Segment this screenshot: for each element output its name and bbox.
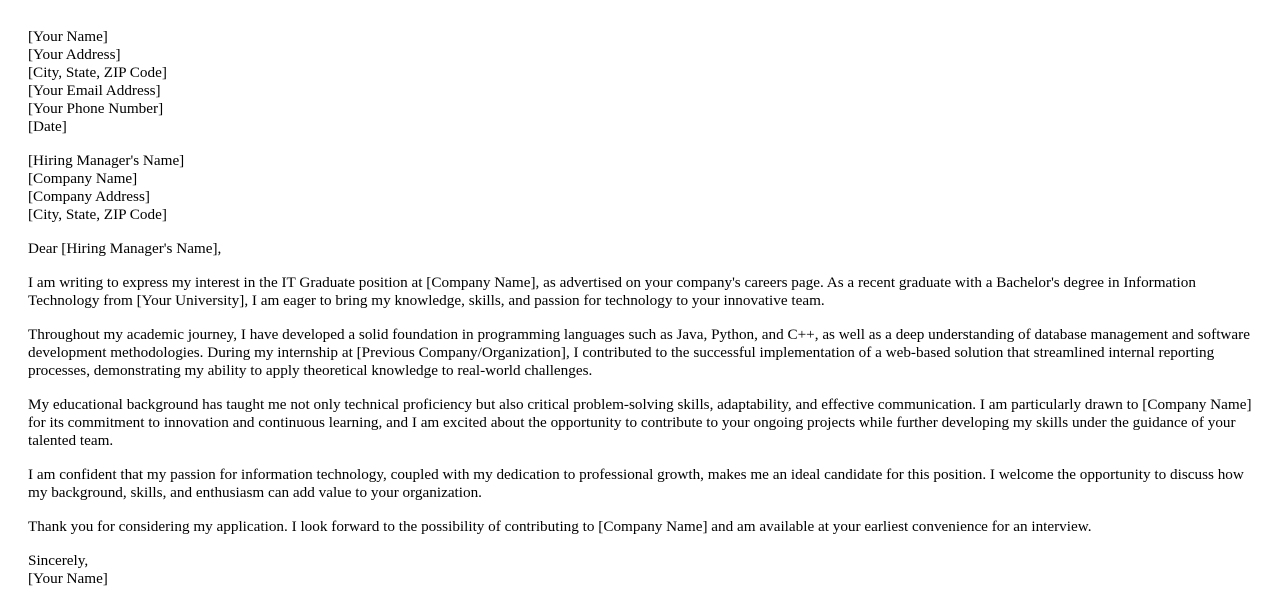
body-paragraph-3: My educational background has taught me not only technical proficiency but also critical problem-solving skills, adaptability, and effective communication. I am particularly drawn to [Company Name] for its commitment to innovation and continuous learning, and I am excited about the opportunity to contribute to your ongoing projects while further developing my skills under the guidance of your talented team. — [28, 396, 1252, 449]
closing-block — [28, 552, 1253, 588]
recipient-name: [Hiring Manager's Name] — [28, 152, 185, 169]
cover-letter — [28, 28, 1253, 588]
signature-name: [Your Name] — [28, 570, 108, 587]
sender-city-state-zip: [City, State, ZIP Code] — [28, 64, 167, 81]
valediction: Sincerely, — [28, 552, 89, 569]
sender-email: [Your Email Address] — [28, 82, 161, 99]
recipient-address: [Company Address] — [28, 188, 150, 205]
sender-block — [28, 28, 1253, 136]
salutation: Dear [Hiring Manager's Name], — [28, 240, 222, 257]
letter-date: [Date] — [28, 118, 67, 135]
body-paragraph-5: Thank you for considering my application. I look forward to the possibility of contributing to [Company Name] and am available at your earliest convenience for an interview. — [28, 518, 1092, 535]
sender-address: [Your Address] — [28, 46, 121, 63]
body-paragraph-1: I am writing to express my interest in the IT Graduate position at [Company Name], as advertised on your company's careers page. As a recent graduate with a Bachelor's degree in Information Technology from [Your University], I am eager to bring my knowledge, skills, and passion for technology to your innovative team. — [28, 274, 1196, 309]
sender-name: [Your Name] — [28, 28, 108, 45]
recipient-city-state-zip: [City, State, ZIP Code] — [28, 206, 167, 223]
body-paragraph-4: I am confident that my passion for information technology, coupled with my dedication to professional growth, makes me an ideal candidate for this position. I welcome the opportunity to discuss how my background, skills, and enthusiasm can add value to your organization. — [28, 466, 1244, 501]
recipient-block — [28, 152, 1253, 224]
body-paragraph-2: Throughout my academic journey, I have developed a solid foundation in programming languages such as Java, Python, and C++, as well as a deep understanding of database management and software development methodologies. During my internship at [Previous Company/Organization], I contributed to the successful implementation of a web-based solution that streamlined internal reporting processes, demonstrating my ability to apply theoretical knowledge to real-world challenges. — [28, 326, 1250, 379]
sender-phone: [Your Phone Number] — [28, 100, 164, 117]
recipient-company: [Company Name] — [28, 170, 138, 187]
